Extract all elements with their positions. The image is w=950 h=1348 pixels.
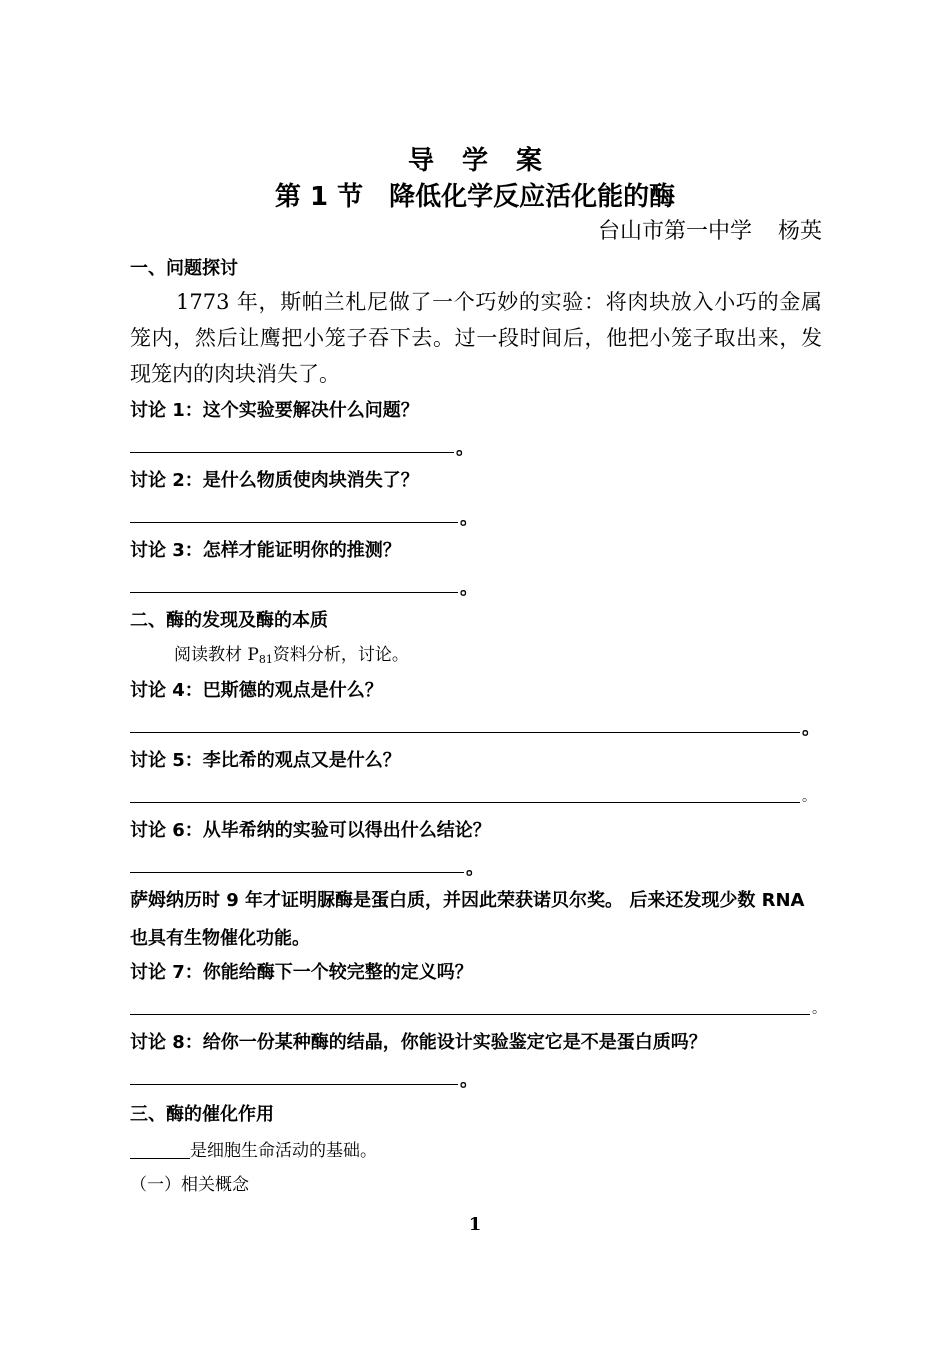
discussion-question-1: 讨论 1：这个实验要解决什么问题？: [130, 400, 419, 421]
section-heading-3: 三、酶的催化作用: [130, 1104, 274, 1125]
fill-blank-text: 是细胞生命活动的基础。: [190, 1141, 377, 1161]
section-heading-2: 二、酶的发现及酶的本质: [130, 610, 328, 631]
answer-period-7: 。: [812, 1001, 826, 1017]
answer-line-6[interactable]: [130, 872, 464, 873]
discussion-question-4: 讨论 4：巴斯德的观点是什么？: [130, 680, 383, 701]
subsection-heading: （一）相关概念: [130, 1175, 249, 1195]
discussion-question-2: 讨论 2：是什么物质使肉块消失了？: [130, 470, 419, 491]
answer-line-2[interactable]: [130, 522, 458, 523]
answer-period-4: 。: [802, 718, 820, 739]
discussion-question-5: 讨论 5：李比希的观点又是什么？: [130, 750, 401, 771]
answer-line-3[interactable]: [130, 592, 458, 593]
answer-line-7[interactable]: [130, 1014, 810, 1015]
author-name: 杨英: [777, 219, 822, 244]
author-line: [598, 214, 822, 245]
school-name: 台山市第一中学: [597, 219, 752, 244]
answer-period-6: 。: [466, 858, 484, 879]
answer-line-4[interactable]: [130, 732, 800, 733]
page-number: 1: [468, 1214, 482, 1235]
answer-period-2: 。: [460, 508, 478, 529]
answer-line-8[interactable]: [130, 1084, 458, 1085]
answer-period-3: 。: [460, 578, 478, 599]
discussion-question-6: 讨论 6：从毕希纳的实验可以得出什么结论？: [130, 820, 491, 841]
reading-prefix: 阅读教材 P: [174, 645, 259, 665]
lesson-title: 第 1 节 降低化学反应活化能的酶: [274, 182, 676, 212]
fill-blank-line[interactable]: [130, 1140, 190, 1159]
reading-page-number: 81: [258, 653, 273, 666]
enzyme-note: 萨姆纳历时 9 年才证明脲酶是蛋白质，并因此荣获诺贝尔奖。 后来还发现少数 RNA 也具有生物催化功能。: [130, 890, 805, 949]
discussion-question-3: 讨论 3：怎样才能证明你的推测？: [130, 540, 401, 561]
answer-period-8: 。: [460, 1070, 478, 1091]
answer-line-5[interactable]: [130, 802, 800, 803]
answer-line-1[interactable]: [130, 452, 454, 453]
reading-suffix: 资料分析，讨论。: [272, 645, 409, 665]
fill-blank-sentence: [130, 1136, 377, 1161]
section-heading-1: 一、问题探讨: [130, 258, 238, 279]
answer-period-1: 。: [456, 438, 474, 459]
answer-period-5: 。: [802, 789, 816, 805]
discussion-question-7: 讨论 7：你能给酶下一个较完整的定义吗？: [130, 962, 473, 983]
intro-paragraph: 1773 年，斯帕兰札尼做了一个巧妙的实验：将肉块放入小巧的金属笼内，然后让鹰把小笼子吞下去。过一段时间后，他把小笼子取出来，发现笼内的肉块消失了。: [130, 290, 822, 386]
discussion-question-8: 讨论 8：给你一份某种酶的结晶，你能设计实验鉴定它是不是蛋白质吗？: [130, 1032, 707, 1053]
page-title: 导学案: [407, 146, 570, 176]
reading-instruction: [174, 640, 409, 666]
